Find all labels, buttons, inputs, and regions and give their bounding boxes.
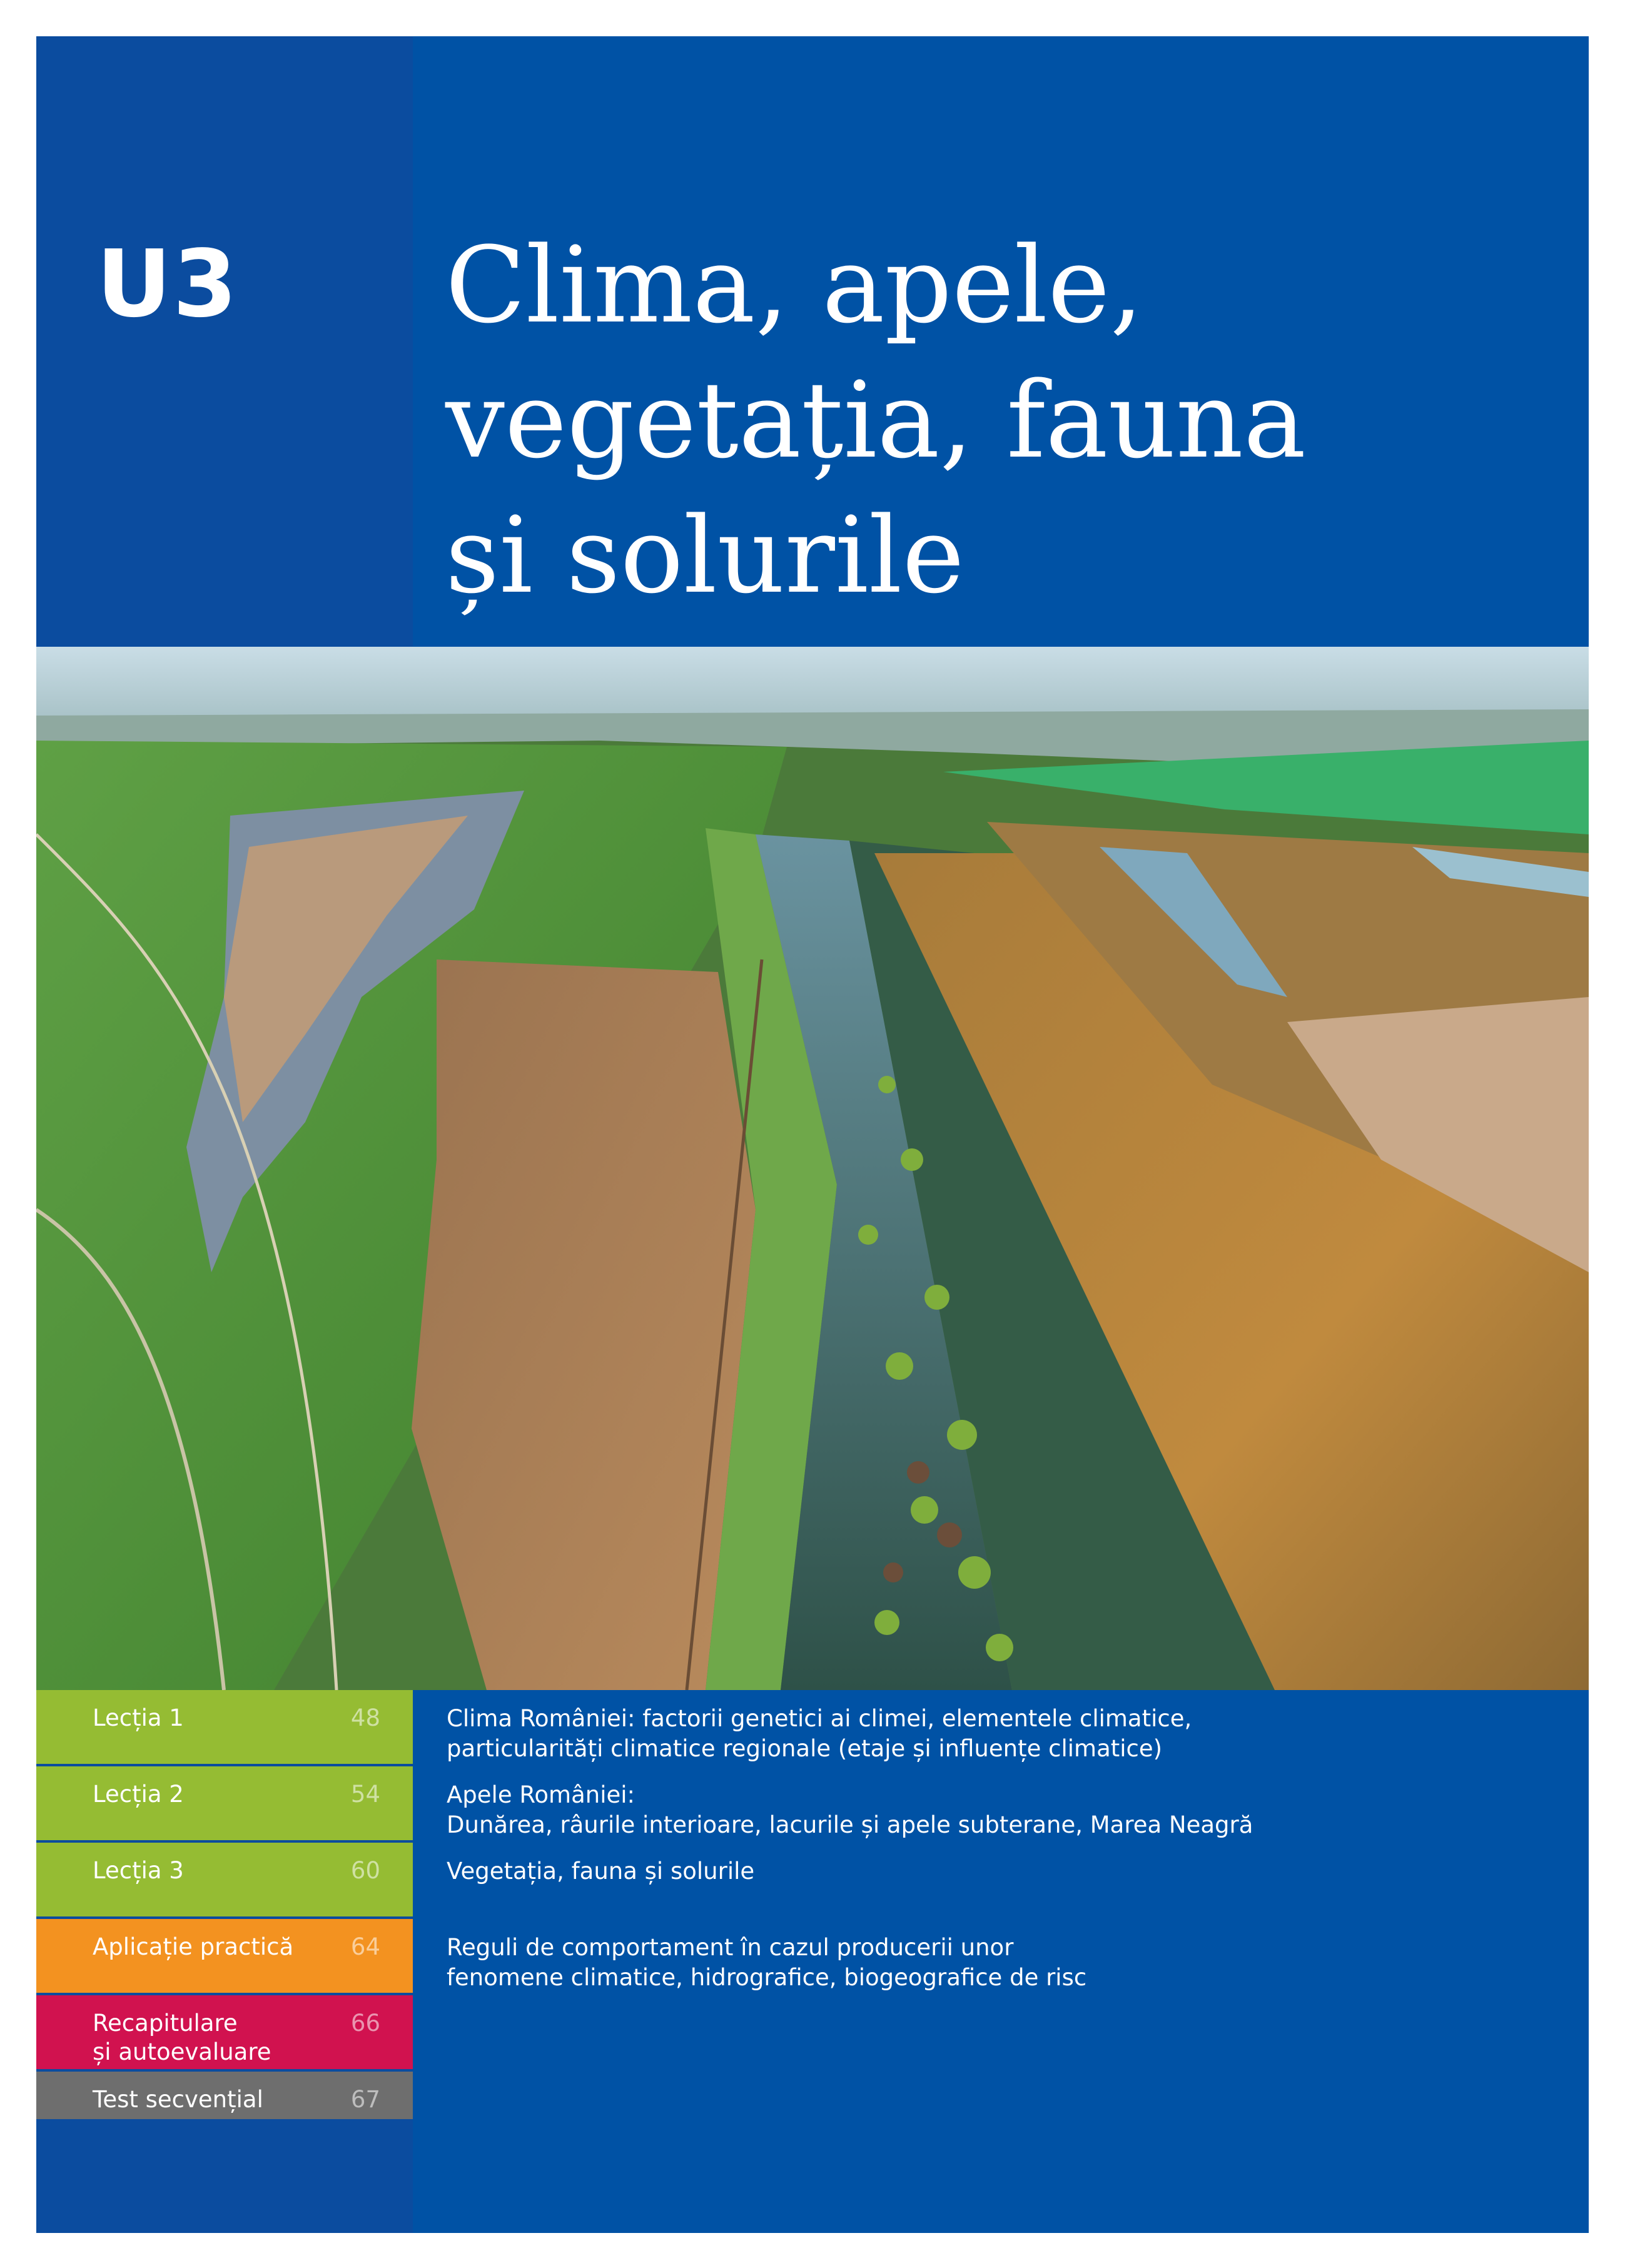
toc-label: Test secvențial (93, 2086, 263, 2113)
toc-lesson-cell[interactable] (36, 1766, 413, 1843)
toc-description: Clima României: factorii genetici ai climei, elementele climatice, particularități climatice regionale (etaje și influențe climatice) (447, 1705, 1192, 1762)
toc-lesson-cell[interactable] (36, 1690, 413, 1766)
header-left-panel (36, 36, 413, 647)
toc-row[interactable] (36, 1766, 1589, 1843)
toc-label: Recapitulare și autoevaluare (93, 2010, 271, 2065)
toc-page-number: 67 (350, 2086, 380, 2113)
unit-title-line: și solurile (445, 494, 964, 617)
toc-row[interactable] (36, 1919, 1589, 1995)
toc-description: Vegetația, fauna și solurile (447, 1858, 755, 1885)
toc-page-number: 66 (350, 2010, 380, 2037)
footer-left-panel (36, 2119, 413, 2233)
toc-review-cell[interactable] (36, 1995, 413, 2072)
toc-page-number: 48 (350, 1704, 380, 1731)
unit-title-line: vegetația, fauna (445, 359, 1307, 482)
toc-label: Lecția 2 (93, 1781, 184, 1808)
unit-title-line: Clima, apele, (445, 224, 1143, 347)
toc-label: Aplicație practică (93, 1933, 294, 1960)
toc-row[interactable] (36, 1995, 1589, 2072)
toc-row[interactable] (36, 1843, 1589, 1919)
aerial-landscape-image (36, 647, 1589, 1690)
toc-description: Reguli de comportament în cazul producerii unor fenomene climatice, hidrografice, biogeografice de risc (447, 1934, 1087, 1991)
toc-lesson-cell[interactable] (36, 1843, 413, 1919)
toc-page-number: 64 (350, 1933, 380, 1960)
unit-code: U3 (96, 230, 239, 338)
toc-description: Apele României: Dunărea, râurile interioare, lacurile și apele subterane, Marea Neagră (447, 1781, 1253, 1838)
toc-page-number: 54 (350, 1781, 380, 1808)
toc-label: Lecția 1 (93, 1704, 184, 1731)
unit-opener-page (36, 36, 1589, 2233)
unit-title (445, 218, 1446, 623)
toc-practical-cell[interactable] (36, 1919, 413, 1995)
toc-page-number: 60 (350, 1857, 380, 1884)
toc-label: Lecția 3 (93, 1857, 184, 1884)
toc-row[interactable] (36, 1690, 1589, 1766)
